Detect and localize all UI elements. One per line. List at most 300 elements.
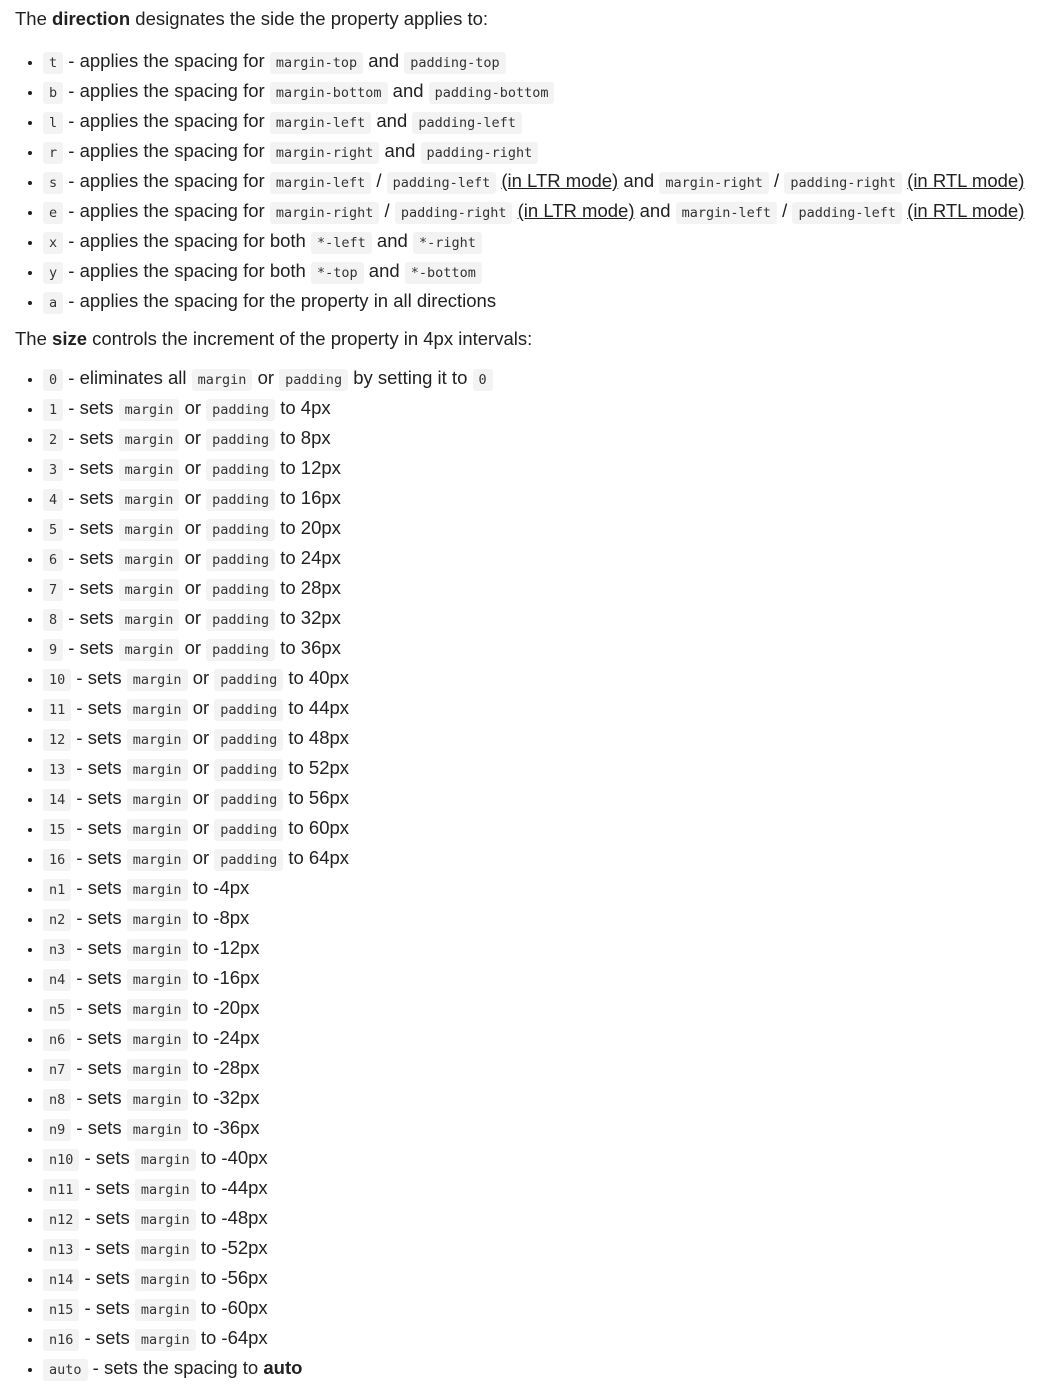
item-text: to bbox=[195, 1327, 222, 1348]
direction-code: r bbox=[43, 142, 63, 164]
item-text: or bbox=[179, 577, 207, 598]
size-value: 16px bbox=[300, 487, 341, 508]
item-text: or bbox=[179, 487, 207, 508]
list-item bbox=[43, 1204, 1048, 1234]
margin-code: margin bbox=[127, 819, 188, 841]
padding-code: padding bbox=[214, 819, 283, 841]
property-code: margin-right bbox=[270, 202, 380, 224]
item-text: to bbox=[275, 607, 301, 628]
item-text: - sets bbox=[63, 637, 119, 658]
item-text: to bbox=[187, 877, 214, 898]
size-code: 3 bbox=[43, 459, 63, 481]
item-text: to bbox=[283, 697, 309, 718]
item-text: by setting it to bbox=[348, 367, 473, 388]
size-value: 52px bbox=[308, 757, 350, 778]
item-text: - sets bbox=[79, 1207, 135, 1228]
padding-code: padding bbox=[214, 789, 283, 811]
list-item bbox=[43, 1324, 1048, 1354]
property-code: margin-left bbox=[270, 172, 371, 194]
property-code: *-left bbox=[311, 232, 372, 254]
margin-code: margin bbox=[127, 1089, 188, 1111]
margin-code: margin bbox=[135, 1209, 196, 1231]
ltr-mode-link[interactable]: (in LTR mode) bbox=[501, 170, 619, 191]
item-text: to bbox=[187, 937, 214, 958]
margin-code: margin bbox=[119, 579, 180, 601]
item-text: - sets bbox=[71, 937, 127, 958]
size-code: n8 bbox=[43, 1089, 71, 1111]
item-text: and bbox=[387, 80, 429, 101]
item-text: or bbox=[187, 727, 215, 748]
item-text: - sets bbox=[71, 1027, 127, 1048]
item-text: - applies the spacing for both bbox=[63, 260, 311, 281]
item-text: to bbox=[187, 997, 214, 1018]
size-value: -52px bbox=[221, 1237, 268, 1258]
item-text: - sets bbox=[71, 847, 127, 868]
margin-code: margin bbox=[127, 1119, 188, 1141]
size-code: margin bbox=[192, 369, 253, 391]
property-code: padding-left bbox=[387, 172, 497, 194]
list-item bbox=[43, 287, 1048, 317]
size-code: 14 bbox=[43, 789, 71, 811]
item-text: or bbox=[179, 427, 207, 448]
padding-code: padding bbox=[206, 399, 275, 421]
size-value: 64px bbox=[308, 847, 350, 868]
item-text: - applies the spacing for bbox=[63, 80, 270, 101]
size-code: padding bbox=[279, 369, 348, 391]
list-item bbox=[43, 77, 1048, 107]
size-value: -48px bbox=[221, 1207, 268, 1228]
item-text: - sets bbox=[63, 457, 119, 478]
item-text: or bbox=[179, 397, 207, 418]
size-code: 16 bbox=[43, 849, 71, 871]
size-value: 24px bbox=[300, 547, 341, 568]
item-text: or bbox=[179, 517, 207, 538]
item-text: to bbox=[195, 1147, 222, 1168]
item-text: or bbox=[252, 367, 280, 388]
padding-code: padding bbox=[214, 849, 283, 871]
item-text: - sets bbox=[71, 907, 127, 928]
size-value: 12px bbox=[300, 457, 341, 478]
item-text: to bbox=[195, 1207, 222, 1228]
size-code: auto bbox=[43, 1359, 88, 1381]
margin-code: margin bbox=[119, 429, 180, 451]
list-item bbox=[43, 47, 1048, 77]
item-text: to bbox=[275, 457, 301, 478]
direction-code: s bbox=[43, 172, 63, 194]
size-intro bbox=[15, 320, 1048, 358]
item-text: to bbox=[275, 577, 301, 598]
size-value: -40px bbox=[221, 1147, 268, 1168]
list-item bbox=[43, 1294, 1048, 1324]
list-item bbox=[43, 137, 1048, 167]
item-text: and bbox=[363, 50, 405, 71]
size-value: -56px bbox=[221, 1267, 268, 1288]
item-text: to bbox=[275, 637, 301, 658]
size-code: n14 bbox=[43, 1269, 79, 1291]
size-value: -20px bbox=[213, 997, 260, 1018]
margin-code: margin bbox=[135, 1329, 196, 1351]
item-text: to bbox=[275, 427, 301, 448]
padding-code: padding bbox=[214, 699, 283, 721]
item-text: or bbox=[187, 817, 215, 838]
item-text: - sets bbox=[71, 967, 127, 988]
item-text: or bbox=[187, 847, 215, 868]
item-text: or bbox=[187, 757, 215, 778]
list-item bbox=[43, 364, 1048, 394]
size-value: -28px bbox=[213, 1057, 260, 1078]
direction-code: y bbox=[43, 262, 63, 284]
size-code: 7 bbox=[43, 579, 63, 601]
item-text: - sets bbox=[63, 577, 119, 598]
ltr-mode-link[interactable]: (in LTR mode) bbox=[517, 200, 635, 221]
padding-code: padding bbox=[206, 549, 275, 571]
padding-code: padding bbox=[206, 579, 275, 601]
item-text: and bbox=[371, 230, 413, 251]
item-text: to bbox=[275, 397, 301, 418]
item-text: or bbox=[187, 697, 215, 718]
item-text: and bbox=[634, 200, 676, 221]
item-text: - sets bbox=[63, 607, 119, 628]
property-code: *-bottom bbox=[405, 262, 482, 284]
item-text: - sets bbox=[71, 727, 127, 748]
item-text: or bbox=[179, 607, 207, 628]
margin-code: margin bbox=[119, 399, 180, 421]
item-text: to bbox=[275, 517, 301, 538]
margin-code: margin bbox=[127, 699, 188, 721]
size-intro-suffix: controls the increment of the property in 4px intervals: bbox=[87, 328, 533, 349]
size-value: 8px bbox=[300, 427, 331, 448]
size-code: n12 bbox=[43, 1209, 79, 1231]
size-value: -44px bbox=[221, 1177, 268, 1198]
size-code: 4 bbox=[43, 489, 63, 511]
size-code: 2 bbox=[43, 429, 63, 451]
size-intro-prefix: The bbox=[15, 328, 53, 349]
item-text: - sets bbox=[79, 1177, 135, 1198]
size-value: -4px bbox=[213, 877, 250, 898]
item-text: - sets bbox=[71, 877, 127, 898]
list-item bbox=[43, 724, 1048, 754]
margin-code: margin bbox=[119, 459, 180, 481]
size-code: n15 bbox=[43, 1299, 79, 1321]
size-value: -24px bbox=[213, 1027, 260, 1048]
margin-code: margin bbox=[127, 729, 188, 751]
margin-code: margin bbox=[127, 1059, 188, 1081]
direction-code: b bbox=[43, 82, 63, 104]
direction-list bbox=[15, 47, 1048, 317]
margin-code: margin bbox=[135, 1269, 196, 1291]
margin-code: margin bbox=[127, 999, 188, 1021]
item-text: or bbox=[187, 787, 215, 808]
item-text: to bbox=[283, 727, 309, 748]
item-text: and bbox=[618, 170, 660, 191]
margin-code: margin bbox=[135, 1299, 196, 1321]
item-text: / bbox=[371, 170, 387, 191]
direction-code: x bbox=[43, 232, 63, 254]
list-item bbox=[43, 1054, 1048, 1084]
margin-code: margin bbox=[119, 549, 180, 571]
item-text: - sets bbox=[79, 1267, 135, 1288]
size-value: 32px bbox=[300, 607, 341, 628]
item-text: - applies the spacing for both bbox=[63, 230, 311, 251]
size-code: 10 bbox=[43, 669, 71, 691]
property-code: padding-left bbox=[792, 202, 902, 224]
intro-bold: direction bbox=[52, 8, 131, 29]
direction-intro bbox=[15, 0, 1048, 38]
list-item bbox=[43, 227, 1048, 257]
margin-code: margin bbox=[127, 849, 188, 871]
item-text: to bbox=[187, 1027, 214, 1048]
size-code: 13 bbox=[43, 759, 71, 781]
margin-code: margin bbox=[127, 879, 188, 901]
size-code: n1 bbox=[43, 879, 71, 901]
list-item bbox=[43, 904, 1048, 934]
size-code: n6 bbox=[43, 1029, 71, 1051]
size-value: -12px bbox=[213, 937, 260, 958]
margin-code: margin bbox=[119, 519, 180, 541]
list-item bbox=[43, 694, 1048, 724]
item-text: and bbox=[379, 140, 421, 161]
size-code: n13 bbox=[43, 1239, 79, 1261]
size-code: 6 bbox=[43, 549, 63, 571]
property-code: padding-left bbox=[412, 112, 522, 134]
size-intro-bold: size bbox=[52, 328, 87, 349]
item-text: - sets bbox=[63, 547, 119, 568]
item-text: / bbox=[379, 200, 395, 221]
item-text: to bbox=[283, 667, 309, 688]
item-text: - sets bbox=[71, 667, 127, 688]
list-item bbox=[43, 754, 1048, 784]
margin-code: margin bbox=[135, 1179, 196, 1201]
size-code: n5 bbox=[43, 999, 71, 1021]
item-text: to bbox=[283, 757, 309, 778]
size-value: 60px bbox=[308, 817, 350, 838]
property-code: margin-bottom bbox=[270, 82, 388, 104]
size-value: 20px bbox=[300, 517, 341, 538]
size-code: 15 bbox=[43, 819, 71, 841]
direction-code: t bbox=[43, 52, 63, 74]
size-code: n3 bbox=[43, 939, 71, 961]
margin-code: margin bbox=[127, 669, 188, 691]
property-code: padding-right bbox=[421, 142, 539, 164]
size-value: 36px bbox=[300, 637, 341, 658]
property-code: margin-left bbox=[676, 202, 777, 224]
item-text: to bbox=[195, 1297, 222, 1318]
size-code: 9 bbox=[43, 639, 63, 661]
size-code: 8 bbox=[43, 609, 63, 631]
property-code: margin-left bbox=[270, 112, 371, 134]
item-text: - sets bbox=[79, 1237, 135, 1258]
size-code: n10 bbox=[43, 1149, 79, 1171]
size-value: -60px bbox=[221, 1297, 268, 1318]
property-code: margin-right bbox=[270, 142, 380, 164]
item-text: - sets bbox=[79, 1327, 135, 1348]
margin-code: margin bbox=[127, 759, 188, 781]
list-item bbox=[43, 964, 1048, 994]
size-code: 0 bbox=[473, 369, 493, 391]
size-code: 12 bbox=[43, 729, 71, 751]
property-code: padding-right bbox=[784, 172, 902, 194]
list-item bbox=[43, 874, 1048, 904]
list-item bbox=[43, 197, 1048, 227]
rtl-mode-link[interactable]: (in RTL mode) bbox=[907, 200, 1025, 221]
item-text: - sets bbox=[71, 817, 127, 838]
size-value: 4px bbox=[300, 397, 331, 418]
item-text: - applies the spacing for bbox=[63, 140, 270, 161]
property-code: padding-top bbox=[404, 52, 505, 74]
margin-code: margin bbox=[135, 1239, 196, 1261]
item-text: - applies the spacing for bbox=[63, 200, 270, 221]
size-value: 44px bbox=[308, 697, 350, 718]
item-text: to bbox=[283, 847, 309, 868]
padding-code: padding bbox=[214, 729, 283, 751]
list-item bbox=[43, 1264, 1048, 1294]
item-text: to bbox=[187, 1057, 214, 1078]
size-list bbox=[15, 364, 1048, 1384]
item-text: - sets bbox=[71, 787, 127, 808]
size-value: -16px bbox=[213, 967, 260, 988]
direction-code: l bbox=[43, 112, 63, 134]
list-item bbox=[43, 1024, 1048, 1054]
item-text: - sets bbox=[71, 1117, 127, 1138]
direction-code: e bbox=[43, 202, 63, 224]
size-code: n16 bbox=[43, 1329, 79, 1351]
direction-code: a bbox=[43, 292, 63, 314]
item-text: and bbox=[363, 260, 405, 281]
item-text: - eliminates all bbox=[63, 367, 192, 388]
padding-code: padding bbox=[206, 609, 275, 631]
list-item bbox=[43, 604, 1048, 634]
property-code: padding-bottom bbox=[429, 82, 555, 104]
size-code: n2 bbox=[43, 909, 71, 931]
size-code: n9 bbox=[43, 1119, 71, 1141]
item-text: - sets bbox=[63, 397, 119, 418]
margin-code: margin bbox=[119, 489, 180, 511]
size-code: n7 bbox=[43, 1059, 71, 1081]
padding-code: padding bbox=[214, 759, 283, 781]
padding-code: padding bbox=[214, 669, 283, 691]
item-text: to bbox=[195, 1237, 222, 1258]
list-item bbox=[43, 454, 1048, 484]
item-text: to bbox=[187, 1117, 214, 1138]
item-text: - sets bbox=[71, 757, 127, 778]
list-item bbox=[43, 1354, 1048, 1384]
margin-code: margin bbox=[127, 909, 188, 931]
property-code: *-right bbox=[413, 232, 482, 254]
list-item bbox=[43, 167, 1048, 197]
list-item bbox=[43, 1174, 1048, 1204]
list-item bbox=[43, 1084, 1048, 1114]
list-item bbox=[43, 634, 1048, 664]
item-text: to bbox=[187, 967, 214, 988]
margin-code: margin bbox=[135, 1149, 196, 1171]
item-text: - applies the spacing for the property in all directions bbox=[63, 290, 497, 311]
item-text: / bbox=[768, 170, 785, 191]
list-item bbox=[43, 394, 1048, 424]
size-code: 5 bbox=[43, 519, 63, 541]
margin-code: margin bbox=[119, 639, 180, 661]
list-item bbox=[43, 814, 1048, 844]
list-item bbox=[43, 484, 1048, 514]
item-text: / bbox=[777, 200, 793, 221]
intro-suffix: designates the side the property applies to: bbox=[130, 8, 489, 29]
property-code: *-top bbox=[311, 262, 364, 284]
property-code: margin-right bbox=[659, 172, 769, 194]
property-code: margin-top bbox=[270, 52, 363, 74]
item-text: - sets bbox=[71, 697, 127, 718]
item-text: - applies the spacing for bbox=[63, 110, 270, 131]
item-text: - applies the spacing for bbox=[63, 50, 270, 71]
item-text: - applies the spacing for bbox=[63, 170, 270, 191]
item-text: - sets the spacing to bbox=[87, 1357, 264, 1378]
item-text: to bbox=[195, 1267, 222, 1288]
list-item bbox=[43, 844, 1048, 874]
item-text: to bbox=[275, 547, 301, 568]
list-item bbox=[43, 574, 1048, 604]
list-item bbox=[43, 1144, 1048, 1174]
item-text: - sets bbox=[71, 1057, 127, 1078]
list-item bbox=[43, 784, 1048, 814]
margin-code: margin bbox=[127, 939, 188, 961]
size-value: -36px bbox=[213, 1117, 260, 1138]
list-item bbox=[43, 934, 1048, 964]
item-text: - sets bbox=[79, 1147, 135, 1168]
size-code: 0 bbox=[43, 369, 63, 391]
item-text: - sets bbox=[71, 1087, 127, 1108]
list-item bbox=[43, 544, 1048, 574]
item-text: or bbox=[179, 457, 207, 478]
list-item bbox=[43, 424, 1048, 454]
padding-code: padding bbox=[206, 489, 275, 511]
list-item bbox=[43, 994, 1048, 1024]
item-text: to bbox=[187, 1087, 214, 1108]
rtl-mode-link[interactable]: (in RTL mode) bbox=[907, 170, 1025, 191]
property-code: padding-right bbox=[395, 202, 513, 224]
item-text: - sets bbox=[63, 487, 119, 508]
item-text: - sets bbox=[63, 427, 119, 448]
item-text: or bbox=[179, 637, 207, 658]
size-value: -8px bbox=[213, 907, 250, 928]
list-item bbox=[43, 107, 1048, 137]
item-text: to bbox=[283, 787, 309, 808]
size-value: 56px bbox=[308, 787, 350, 808]
item-text: to bbox=[195, 1177, 222, 1198]
size-code: 11 bbox=[43, 699, 71, 721]
item-text: to bbox=[275, 487, 301, 508]
size-value: 28px bbox=[300, 577, 341, 598]
item-text: and bbox=[371, 110, 413, 131]
item-text: or bbox=[179, 547, 207, 568]
item-text: - sets bbox=[63, 517, 119, 538]
item-text: or bbox=[187, 667, 215, 688]
margin-code: margin bbox=[119, 609, 180, 631]
intro-prefix: The bbox=[15, 8, 53, 29]
margin-code: margin bbox=[127, 789, 188, 811]
margin-code: margin bbox=[127, 1029, 188, 1051]
size-code: 1 bbox=[43, 399, 63, 421]
size-value: -32px bbox=[213, 1087, 260, 1108]
size-value: 48px bbox=[308, 727, 350, 748]
size-value: -64px bbox=[221, 1327, 268, 1348]
list-item bbox=[43, 257, 1048, 287]
auto-bold: auto bbox=[263, 1357, 303, 1378]
list-item bbox=[43, 1114, 1048, 1144]
item-text: to bbox=[283, 817, 309, 838]
list-item bbox=[43, 1234, 1048, 1264]
size-value: 40px bbox=[308, 667, 350, 688]
item-text: - sets bbox=[79, 1297, 135, 1318]
list-item bbox=[43, 664, 1048, 694]
padding-code: padding bbox=[206, 459, 275, 481]
